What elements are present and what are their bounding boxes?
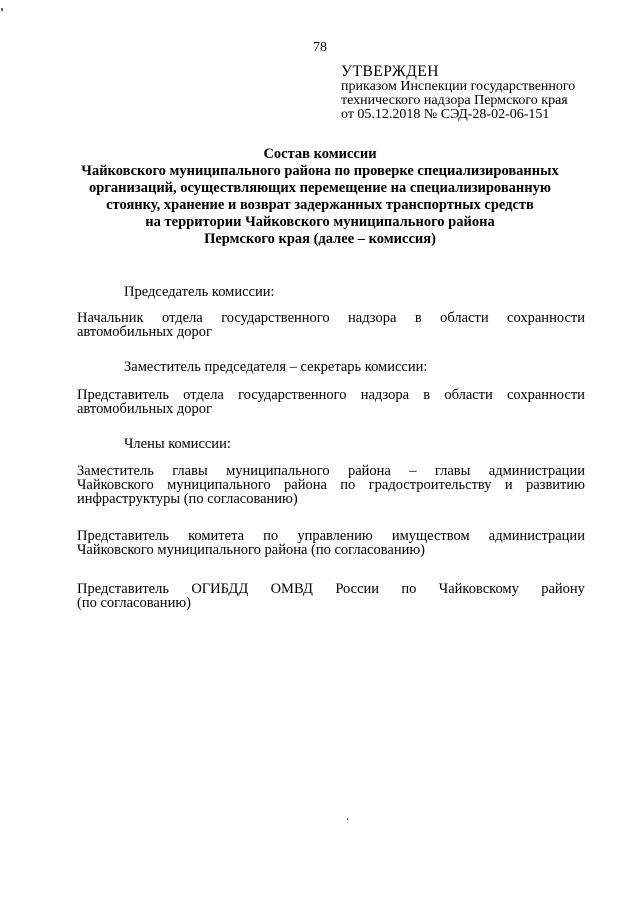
- word: комитета: [188, 528, 245, 544]
- word: района: [347, 463, 391, 479]
- document-title: [60, 146, 580, 248]
- approval-line: приказом Инспекции государственного: [341, 79, 576, 94]
- word: отдела: [183, 387, 224, 403]
- entry-line: инфраструктуры (по согласованию): [77, 491, 298, 507]
- deputy-entry: [77, 388, 585, 416]
- entry-line: (по согласованию): [77, 595, 191, 611]
- deputy-label: Заместитель председателя – секретарь комиссии:: [124, 359, 428, 375]
- word: России: [335, 581, 380, 597]
- title-line: на территории Чайковского муниципального района: [145, 214, 495, 230]
- chairman-label: Председатель комиссии:: [124, 284, 275, 300]
- word: градостроительству: [368, 477, 492, 493]
- member-entry: [77, 529, 585, 557]
- word: имуществом: [391, 528, 470, 544]
- justified-line: [77, 311, 585, 325]
- word: управлению: [297, 528, 373, 544]
- word: администрации: [488, 463, 585, 479]
- word: Представитель: [77, 581, 169, 597]
- approval-line: технического надзора Пермского края: [341, 93, 568, 108]
- page-number: 78: [313, 40, 327, 55]
- word: и: [504, 477, 513, 493]
- members-label: Члены комиссии:: [124, 436, 231, 452]
- word: –: [409, 463, 417, 479]
- word: надзора: [348, 310, 397, 326]
- title-line: Состав комиссии: [263, 146, 377, 162]
- word: в: [414, 310, 422, 326]
- word: администрации: [488, 528, 585, 544]
- word: по: [263, 528, 279, 544]
- justified-line: [77, 529, 585, 543]
- title-line: Чайковского муниципального района по проверке специализированных: [81, 163, 559, 179]
- word: Чайковского: [77, 477, 154, 493]
- word: муниципального: [226, 463, 330, 479]
- entry-line: автомобильных дорог: [77, 401, 212, 417]
- word: в: [423, 387, 431, 403]
- word: сохранности: [507, 387, 585, 403]
- approval-stamp: [341, 63, 611, 122]
- member-entry: [77, 582, 585, 610]
- scan-artifact: [347, 818, 348, 820]
- scan-artifact: [1, 8, 3, 11]
- word: надзора: [360, 387, 410, 403]
- justified-line: [77, 478, 585, 492]
- word: муниципального: [167, 477, 271, 493]
- word: Представитель: [77, 528, 169, 544]
- word: ОГИБДД: [191, 581, 249, 597]
- word: сохранности: [507, 310, 585, 326]
- entry-line: Чайковского муниципального района (по согласованию): [77, 542, 426, 558]
- title-line: организаций, осуществляющих перемещение на специализированную: [89, 180, 551, 196]
- word: развитию: [526, 477, 585, 493]
- word: ОМВД: [270, 581, 313, 597]
- chairman-entry: [77, 311, 585, 339]
- word: Чайковскому: [438, 581, 519, 597]
- word: области: [440, 310, 489, 326]
- word: государственного: [238, 387, 347, 403]
- word: района: [284, 477, 327, 493]
- word: области: [444, 387, 493, 403]
- word: Заместитель: [77, 463, 154, 479]
- word: отдела: [162, 310, 203, 326]
- word: главы: [172, 463, 208, 479]
- word: главы: [434, 463, 471, 479]
- justified-line: [77, 582, 585, 596]
- justified-line: [77, 464, 585, 478]
- word: Представитель: [77, 387, 169, 403]
- title-line: стоянку, хранение и возврат задержанных транспортных средств: [106, 197, 534, 213]
- title-line: Пермского края (далее – комиссия): [204, 231, 436, 247]
- word: Начальник: [77, 310, 144, 326]
- approval-line: от 05.12.2018 № СЭД-28-02-06-151: [341, 107, 550, 122]
- word: по: [340, 477, 356, 493]
- word: по: [401, 581, 417, 597]
- justified-line: [77, 388, 585, 402]
- entry-line: автомобильных дорог: [77, 324, 212, 340]
- member-entry: [77, 464, 585, 506]
- approval-title: УТВЕРЖДЕН: [341, 63, 439, 80]
- word: государственного: [221, 310, 330, 326]
- word: району: [541, 581, 585, 597]
